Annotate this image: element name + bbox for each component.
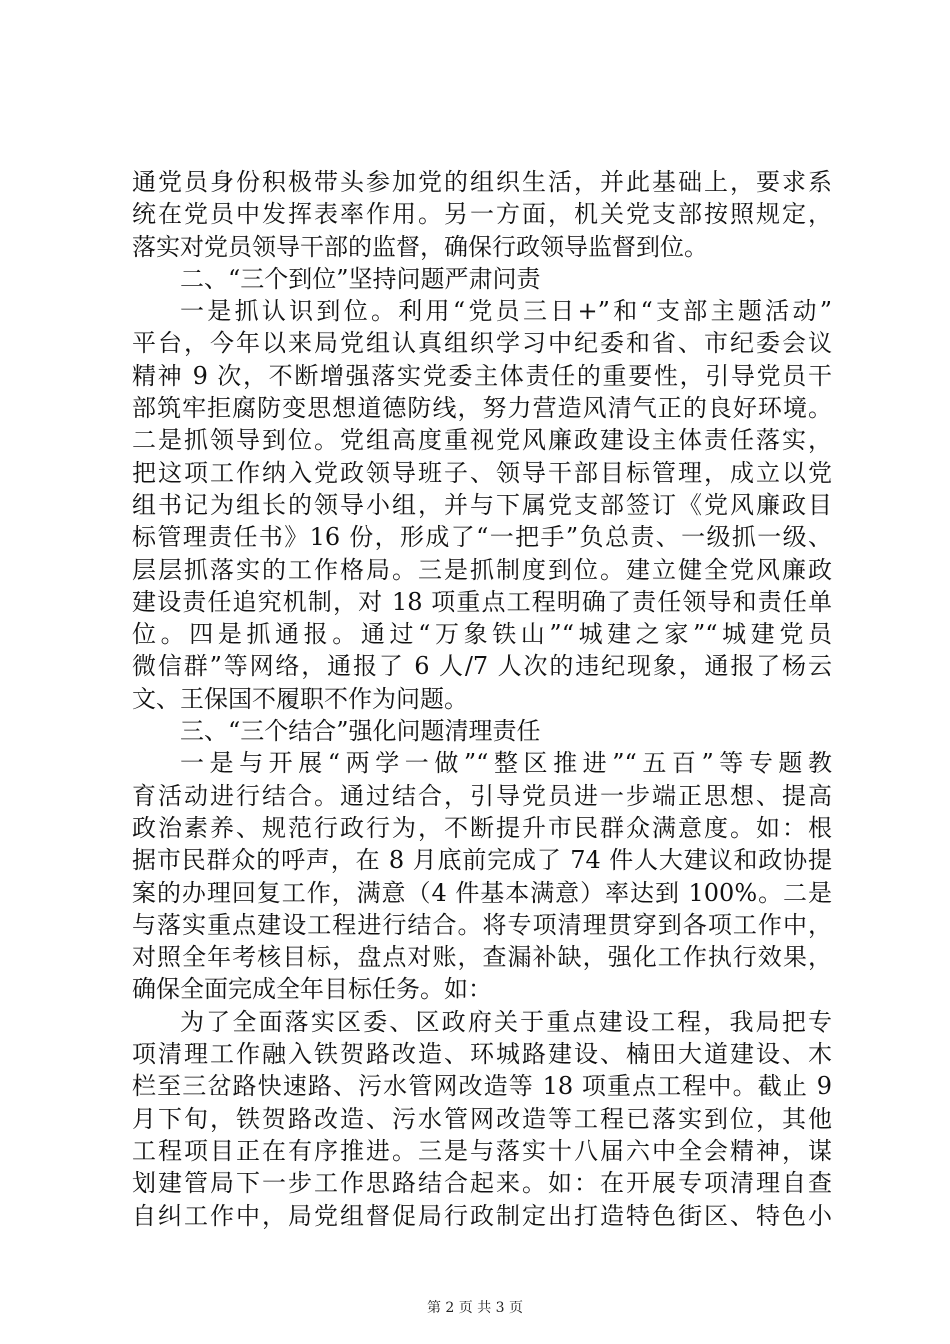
- text-line: 通党员身份积极带头参加党的组织生活，并此基础上，要求系: [132, 168, 832, 196]
- text-line: 部筑牢拒腐防变思想道德防线，努力营造风清气正的良好环境。: [132, 394, 832, 423]
- text-line: 标管理责任书》16 份，形成了“一把手”负总责、一级抓一级、: [132, 523, 832, 552]
- text-line: 二是抓领导到位。党组高度重视党风廉政建设主体责任落实，: [132, 426, 832, 455]
- text-line: 文、王保国不履职不作为问题。: [132, 684, 468, 713]
- text-line: 工程项目正在有序推进。三是与落实十八届六中全会精神，谋: [132, 1136, 832, 1165]
- body-text: [132, 166, 832, 1232]
- text-line: 建设责任追究机制，对 18 项重点工程明确了责任领导和责任单: [132, 587, 832, 616]
- text-line: 精神 9 次，不断增强落实党委主体责任的重要性，引导党员干: [132, 361, 832, 390]
- text-line: 自纠工作中，局党组督促局行政制定出打造特色街区、特色小: [132, 1201, 832, 1230]
- text-line: 项清理工作融入铁贺路改造、环城路建设、楠田大道建设、木: [132, 1040, 832, 1069]
- text-line: 一是抓认识到位。利用“党员三日+”和“支部主题活动”: [180, 297, 832, 326]
- text-line: 位。四是抓通报。通过“万象铁山”“城建之家”“城建党员: [132, 620, 832, 649]
- text-line: 栏至三岔路快速路、污水管网改造等 18 项重点工程中。截止 9: [132, 1072, 832, 1101]
- text-line: 月下旬，铁贺路改造、污水管网改造等工程已落实到位，其他: [132, 1104, 832, 1133]
- text-line: 案的办理回复工作，满意（4 件基本满意）率达到 100%。二是: [132, 878, 832, 907]
- text-line: 把这项工作纳入党政领导班子、领导干部目标管理，成立以党: [132, 458, 832, 487]
- text-line: 划建管局下一步工作思路结合起来。如：在开展专项清理自查: [132, 1169, 832, 1198]
- text-line: 确保全面完成全年目标任务。如：: [132, 975, 492, 1004]
- text-line: 平台，今年以来局党组认真组织学习中纪委和省、市纪委会议: [132, 329, 832, 358]
- section-heading: 二、“三个到位”坚持问题严肃问责: [180, 264, 541, 293]
- text-line: 一是与开展“两学一做”“整区推进”“五百”等专题教: [180, 749, 832, 778]
- text-line: 组书记为组长的领导小组，并与下属党支部签订《党风廉政目: [132, 490, 832, 519]
- text-line: 据市民群众的呼声，在 8 月底前完成了 74 件人大建议和政协提: [132, 846, 832, 875]
- text-line: 统在党员中发挥表率作用。另一方面，机关党支部按照规定，: [132, 200, 832, 229]
- text-line: 微信群”等网络，通报了 6 人/7 人次的违纪现象，通报了杨云: [132, 652, 832, 681]
- text-line: 对照全年考核目标，盘点对账，查漏补缺，强化工作执行效果，: [132, 943, 832, 972]
- text-line: 育活动进行结合。通过结合，引导党员进一步端正思想、提高: [132, 781, 832, 810]
- section-heading: 三、“三个结合”强化问题清理责任: [180, 717, 541, 746]
- text-line: 为了全面落实区委、区政府关于重点建设工程，我局把专: [180, 1007, 832, 1036]
- text-line: 落实对党员领导干部的监督，确保行政领导监督到位。: [132, 232, 708, 261]
- text-line: 与落实重点建设工程进行结合。将专项清理贯穿到各项工作中，: [132, 910, 832, 939]
- text-line: 层层抓落实的工作格局。三是抓制度到位。建立健全党风廉政: [132, 555, 832, 584]
- page-number-footer: 第 2 页 共 3 页: [426, 1300, 524, 1316]
- text-line: 政治素养、规范行政行为，不断提升市民群众满意度。如：根: [132, 813, 832, 842]
